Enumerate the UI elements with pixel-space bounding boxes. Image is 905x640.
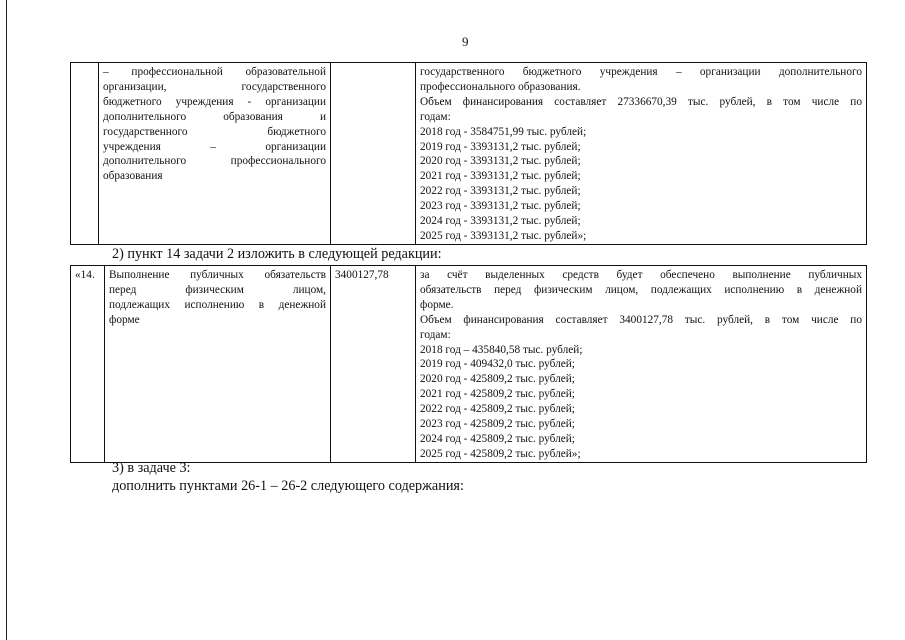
text-line: образования [103,170,163,183]
program-table-continued [70,62,867,245]
text-line: 2023 год - 3393131,2 тыс. рублей; [420,200,581,213]
text-line: 2018 год – 435840,58 тыс. рублей; [420,343,583,356]
row-number-cell: «14. [71,266,105,463]
description-cell [416,266,867,463]
page-number: 9 [462,34,469,49]
text-line: за счёт выделенных средств будет обеспечено выполнение публичных [420,269,862,281]
text-line: организации, государственного [103,80,326,93]
text-line: профессионального образования. [420,80,581,93]
text-line: 2023 год - 425809,2 тыс. рублей; [420,418,575,431]
text-line: 2022 год - 425809,2 тыс. рублей; [420,403,575,416]
text-line: 2024 год - 425809,2 тыс. рублей; [420,432,575,445]
amount-cell [331,63,416,245]
text-line: государственного бюджетного [103,125,326,138]
paragraph-item-2: 2) пункт 14 задачи 2 изложить в следующей редакции: [112,246,442,262]
text-line: 2024 год - 3393131,2 тыс. рублей; [420,215,581,228]
text-line: 2019 год - 3393131,2 тыс. рублей; [420,140,581,153]
row-number-cell [71,63,99,245]
text-line: обязательств перед физическим лицом, подлежащих исполнению в денежной [420,283,862,296]
table-row [71,63,867,245]
text-line: учреждения – организации [103,140,326,153]
text-line: 2021 год - 425809,2 тыс. рублей; [420,388,575,401]
text-line: перед физическим лицом, [109,283,326,296]
text-line: форме [109,313,140,326]
text-line: 2019 год - 409432,0 тыс. рублей; [420,358,575,371]
table-row [71,266,867,463]
text-line: 2018 год - 3584751,99 тыс. рублей; [420,125,587,138]
text-line: 2025 год - 3393131,2 тыс. рублей»; [420,229,587,242]
text-line: Выполнение публичных обязательств [109,269,326,281]
text-line: Объем финансирования составляет 27336670,39 тыс. рублей, в том числе по [420,95,862,108]
text-line: 2020 год - 3393131,2 тыс. рублей; [420,155,581,168]
text-line: 2022 год - 3393131,2 тыс. рублей; [420,185,581,198]
page-edge-line [6,0,7,640]
text-line: дополнительного образования и [103,110,326,123]
text-line: Объем финансирования составляет 3400127,78 тыс. рублей, в том числе по [420,313,862,326]
text-line: годам: [420,110,451,123]
text-line: государственного бюджетного учреждения – организации дополнительного [420,66,862,78]
measure-name-cell [105,266,331,463]
text-line: форме. [420,298,454,311]
text-line: – профессиональной образовательной [103,66,326,78]
paragraph-add-items: дополнить пунктами 26-1 – 26-2 следующего содержания: [112,478,464,494]
description-cell [416,63,867,245]
text-line: 2020 год - 425809,2 тыс. рублей; [420,373,575,386]
amount-cell: 3400127,78 [331,266,416,463]
text-line: годам: [420,328,451,341]
text-line: 2021 год - 3393131,2 тыс. рублей; [420,170,581,183]
measure-name-cell [99,63,331,245]
text-line: 2025 год - 425809,2 тыс. рублей»; [420,447,581,460]
text-line: бюджетного учреждения - организации [103,95,326,108]
text-line: дополнительного профессионального [103,155,326,168]
program-table-item-14 [70,265,867,463]
text-line: подлежащих исполнению в денежной [109,298,326,311]
paragraph-item-3: 3) в задаче 3: [112,460,191,476]
